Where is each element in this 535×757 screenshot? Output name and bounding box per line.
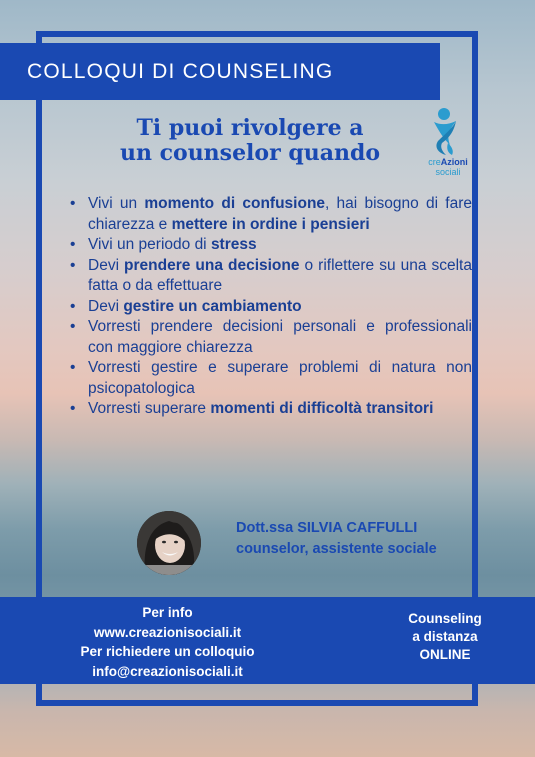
item-text: Devi (88, 297, 124, 315)
email-link[interactable]: info@creazionisociali.it (92, 663, 243, 679)
item-text: , hai bisogno di fare chiarezza e (88, 195, 472, 233)
logo-wordmark (420, 157, 476, 177)
remote-counseling-note (380, 610, 510, 664)
item-text: Devi (88, 256, 125, 274)
logo-brand-suffix: sociali (435, 167, 461, 177)
subtitle-line-1: Ti puoi rivolgere a (136, 115, 364, 141)
avatar (137, 511, 201, 575)
subtitle (100, 116, 400, 166)
header-banner (0, 43, 440, 100)
creazioni-sociali-logo (420, 107, 476, 187)
item-text: Vorresti superare (88, 400, 211, 417)
item-text: Vorresti prendere decisioni personali e professionali con maggiore chiarezza (88, 318, 472, 356)
emphasis-text: mettere in ordine i pensieri (171, 215, 370, 233)
list-item (68, 297, 472, 318)
list-item (68, 358, 472, 399)
counselor-photo (137, 511, 201, 575)
logo-brand-prefix: cre (428, 157, 441, 167)
list-item (68, 256, 472, 297)
subtitle-line-2: un counselor quando (119, 140, 381, 166)
remote-line-1: Counseling (408, 611, 482, 626)
item-text: Vivi un (88, 195, 145, 212)
contact-info (55, 603, 280, 681)
contact-intro: Per info (142, 605, 193, 620)
contact-request: Per richiedere un colloquio (80, 644, 255, 659)
remote-line-3: ONLINE (419, 647, 471, 662)
list-item (68, 317, 472, 358)
signature (236, 518, 466, 560)
website-link[interactable]: www.creazionisociali.it (93, 624, 242, 640)
list-item (68, 399, 472, 420)
emphasis-text: gestire un cambiamento (123, 297, 302, 315)
emphasis-text: momento di confusione (144, 195, 326, 212)
logo-brand-main: Azioni (440, 157, 468, 167)
emphasis-text: momenti di difficoltà transitori (210, 400, 434, 417)
counselor-role: counselor, assistente sociale (236, 541, 437, 557)
list-item (68, 235, 472, 256)
item-text: Vivi un periodo di (88, 236, 211, 253)
reasons-list (68, 194, 472, 420)
item-text: o riflettere su una scelta fatta o da effettuare (88, 256, 472, 294)
page-title: COLLOQUI DI COUNSELING (27, 59, 334, 83)
remote-line-2: a distanza (412, 629, 478, 644)
counselor-name: Dott.ssa SILVIA CAFFULLI (236, 520, 418, 536)
creazioni-sociali-figure-icon (420, 107, 476, 157)
list-item (68, 194, 472, 235)
emphasis-text: stress (210, 236, 257, 253)
emphasis-text: prendere una decisione (124, 256, 300, 274)
item-text: Vorresti gestire e superare problemi di natura non psicopatologica (88, 359, 472, 397)
